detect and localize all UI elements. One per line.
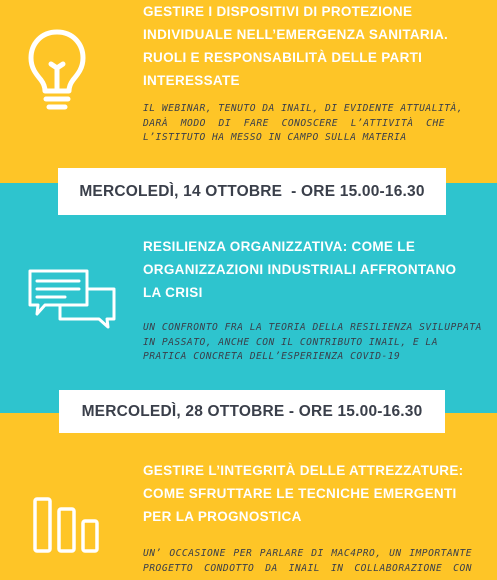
lightbulb-icon [27,28,87,112]
section-1-title-line: INTERESSATE [143,73,240,88]
section-3-description-line: UN’ OCCASIONE PER PARLARE DI MAC4PRO, UN IMPORTANTE [143,548,472,559]
section-1-title-line: INDIVIDUALE NELL’EMERGENZA SANITARIA. [143,27,449,42]
section-2-description [143,321,482,365]
bar-chart-icon [32,496,100,556]
section-3-description-line: PROGETTO CONDOTTO DA INAIL IN COLLABORAZIONE CON [143,562,472,574]
section-2-title-line: RESILIENZA ORGANIZZATIVA: COME LE [143,239,416,254]
section-2-description-line: PRATICA CONCRETA DELL’ESPERIENZA COVID-19 [143,351,401,362]
section-3-title-line: COME SFRUTTARE LE TECNICHE EMERGENTI [143,486,457,501]
section-2-title [143,235,456,304]
section-2-description-line: UN CONFRONTO FRA LA TEORIA DELLA RESILIENZA SVILUPPATA [143,322,482,333]
section-1-description-line: L’ISTITUTO HA MESSO IN CAMPO SULLA MATERIA [143,132,407,143]
section-1-title [143,0,448,92]
section-3-title-line: PER LA PROGNOSTICA [143,509,302,524]
section-1-title-line: GESTIRE I DISPOSITIVI DI PROTEZIONE [143,4,413,19]
section-1-description [143,102,464,146]
section-1-description-line: DARÀ MODO DI FARE CONOSCERE L’ATTIVITÀ CHE [143,117,445,129]
section-2-description-line: IN PASSATO, ANCHE CON IL CONTRIBUTO INAIL, E LA [143,336,438,348]
section-1-description-line: IL WEBINAR, TENUTO DA INAIL, DI EVIDENTE ATTUALITÀ, [143,103,464,114]
date-banner-1: MERCOLEDÌ, 14 OTTOBRE - ORE 15.00-16.30 [58,168,446,215]
section-1-title-line: RUOLI E RESPONSABILITÀ DELLE PARTI [143,50,423,65]
section-3-title-line: GESTIRE L’INTEGRITÀ DELLE ATTREZZATURE: [143,463,464,478]
section-3-title [143,459,463,528]
section-3-description [143,547,472,576]
chat-bubbles-icon [27,268,117,330]
date-banner-2: MERCOLEDÌ, 28 OTTOBRE - ORE 15.00-16.30 [59,390,445,433]
section-2-title-line: ORGANIZZAZIONI INDUSTRIALI AFFRONTANO [143,262,457,277]
section-2-title-line: LA CRISI [143,285,203,300]
